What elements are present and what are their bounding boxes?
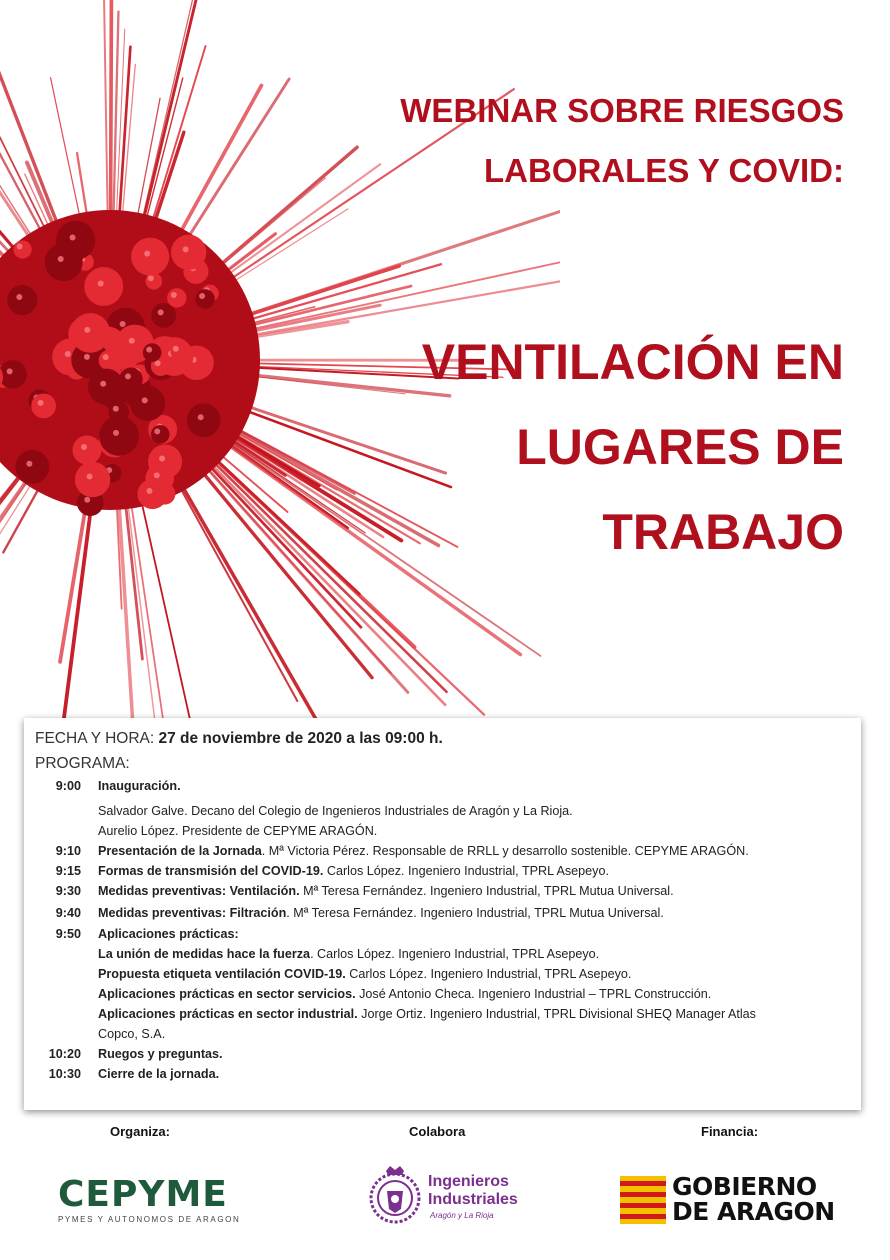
program-item-title: Inauguración. bbox=[98, 779, 181, 793]
virus-protein-bulb bbox=[130, 386, 165, 421]
program-item-title: Presentación de la Jornada bbox=[98, 844, 262, 858]
gobierno-line-2: DE ARAGON bbox=[672, 1197, 835, 1226]
virus-highlight bbox=[120, 321, 126, 327]
virus-highlight bbox=[113, 430, 119, 436]
program-time: 9:00 bbox=[55, 779, 81, 793]
program-item-title: La unión de medidas hace la fuerza bbox=[98, 947, 311, 961]
program-card bbox=[24, 718, 861, 1110]
program-item-title: Aplicaciones prácticas en sector industrial. bbox=[98, 1007, 358, 1021]
program-item-title: Cierre de la jornada. bbox=[98, 1067, 220, 1081]
virus-protein-bulb bbox=[72, 435, 101, 464]
virus-highlight bbox=[65, 351, 71, 357]
ingenieros-line-1: Ingenieros bbox=[428, 1173, 509, 1190]
virus-highlight bbox=[125, 373, 131, 379]
virus-protein-bulb bbox=[119, 368, 143, 392]
virus-protein-bulb bbox=[137, 479, 167, 509]
virus-protein-bulb bbox=[171, 235, 206, 270]
program-item-text: Jorge Ortiz. Ingeniero Industrial, TPRL Divisional SHEQ Manager Atlas bbox=[357, 1007, 756, 1021]
virus-highlight bbox=[154, 428, 160, 434]
date-label: FECHA Y HORA: bbox=[35, 730, 159, 747]
virus-highlight bbox=[171, 292, 177, 298]
virus-highlight bbox=[146, 347, 152, 353]
program-item-text: Carlos López. Ingeniero Industrial, TPRL Asepeyo. bbox=[323, 864, 609, 878]
virus-protein-bulb bbox=[167, 288, 186, 307]
virus-highlight bbox=[183, 246, 189, 252]
virus-highlight bbox=[142, 397, 148, 403]
virus-highlight bbox=[81, 444, 87, 450]
program-item-text: Salvador Galve. Decano del Colegio de Ingenieros Industriales de Aragón y La Rioja. bbox=[98, 804, 573, 818]
program-item-text: Copco, S.A. bbox=[98, 1027, 166, 1041]
virus-spike bbox=[169, 467, 298, 701]
colabora-label: Colabora bbox=[409, 1124, 466, 1139]
program-time: 9:15 bbox=[55, 864, 81, 878]
virus-spike bbox=[113, 12, 118, 233]
virus-spike bbox=[179, 79, 289, 252]
cepyme-tagline: PYMES Y AUTONOMOS DE ARAGON bbox=[58, 1215, 241, 1224]
virus-protein-bulb bbox=[187, 403, 221, 437]
virus-highlight bbox=[173, 346, 179, 352]
program-item-title: Medidas preventivas: Filtración bbox=[98, 906, 287, 920]
gobierno-line-1: GOBIERNO bbox=[672, 1172, 817, 1201]
program-item-text: . Mª Victoria Pérez. Responsable de RRLL y desarrollo sostenible. CEPYME ARAGÓN. bbox=[261, 844, 749, 858]
program-item-text: . Mª Teresa Fernández. Ingeniero Industrial, TPRL Mutua Universal. bbox=[286, 906, 664, 920]
program-item-title: Propuesta etiqueta ventilación COVID-19. bbox=[98, 967, 346, 981]
virus-protein-bulb bbox=[151, 425, 170, 444]
virus-highlight bbox=[84, 327, 90, 333]
program-time: 9:30 bbox=[55, 884, 81, 898]
virus-highlight bbox=[38, 400, 44, 406]
ingenieros-crest-icon bbox=[368, 1165, 422, 1227]
virus-protein-bulb bbox=[56, 221, 95, 260]
cepyme-wordmark: CEPYME bbox=[58, 1174, 228, 1215]
subtitle-line-3: TRABAJO bbox=[602, 504, 844, 560]
virus-highlight bbox=[7, 368, 13, 374]
date-line bbox=[35, 730, 443, 748]
virus-protein-bulb bbox=[99, 350, 119, 370]
program-item-title: Aplicaciones prácticas: bbox=[98, 927, 239, 941]
program-item-text: José Antonio Checa. Ingeniero Industrial – TPRL Construcción. bbox=[355, 987, 712, 1001]
virus-highlight bbox=[100, 381, 106, 387]
virus-protein-bulb bbox=[171, 344, 187, 360]
virus-highlight bbox=[159, 456, 165, 462]
virus-protein-bulb bbox=[151, 303, 176, 328]
program-time: 10:30 bbox=[48, 1067, 81, 1081]
virus-protein-bulb bbox=[31, 393, 56, 418]
program-time: 9:50 bbox=[55, 927, 81, 941]
virus-spike bbox=[139, 0, 198, 237]
virus-spike bbox=[205, 425, 540, 656]
virus-highlight bbox=[58, 256, 64, 262]
virus-protein-bulb bbox=[7, 285, 37, 315]
gobierno-aragon-logo bbox=[620, 1174, 840, 1226]
virus-highlight bbox=[144, 251, 150, 257]
title-line-1: WEBINAR SOBRE RIESGOS bbox=[400, 92, 844, 129]
virus-highlight bbox=[198, 414, 204, 420]
virus-highlight bbox=[154, 472, 160, 478]
program-item-text: . Carlos López. Ingeniero Industrial, TPRL Asepeyo. bbox=[310, 947, 600, 961]
virus-protein-bulb bbox=[75, 462, 110, 497]
program-time: 9:10 bbox=[55, 844, 81, 858]
virus-highlight bbox=[16, 294, 22, 300]
ingenieros-line-2: Industriales bbox=[428, 1191, 518, 1208]
title-line-2: LABORALES Y COVID: bbox=[484, 152, 844, 189]
virus-highlight bbox=[87, 474, 93, 480]
virus-highlight bbox=[70, 234, 76, 240]
cepyme-logo bbox=[58, 1176, 248, 1226]
virus-protein-bulb bbox=[88, 369, 124, 405]
virus-highlight bbox=[26, 461, 32, 467]
virus-highlight bbox=[199, 293, 205, 299]
aragon-flag-icon bbox=[620, 1176, 666, 1224]
virus-highlight bbox=[84, 354, 90, 360]
subtitle-line-2: LUGARES DE bbox=[516, 419, 844, 475]
organiza-label: Organiza: bbox=[110, 1124, 170, 1139]
program-item-text: Aurelio López. Presidente de CEPYME ARAGÓN. bbox=[98, 824, 378, 838]
virus-protein-bulb bbox=[99, 416, 139, 456]
virus-protein-bulb bbox=[84, 267, 123, 306]
subtitle-line-1: VENTILACIÓN EN bbox=[421, 334, 844, 390]
virus-protein-bulb bbox=[14, 240, 32, 258]
program-label: PROGRAMA: bbox=[35, 755, 130, 772]
ingenieros-line-3: Aragón y La Rioja bbox=[430, 1211, 494, 1220]
ingenieros-logo bbox=[368, 1165, 548, 1227]
program-time: 9:40 bbox=[55, 906, 81, 920]
program-item-title: Formas de transmisión del COVID-19. bbox=[98, 864, 324, 878]
program-item-text: Carlos López. Ingeniero Industrial, TPRL Asepeyo. bbox=[345, 967, 632, 981]
virus-highlight bbox=[146, 488, 152, 494]
program-item-text: Mª Teresa Fernández. Ingeniero Industrial, TPRL Mutua Universal. bbox=[299, 884, 674, 898]
virus-protein-bulb bbox=[143, 343, 162, 362]
virus-highlight bbox=[98, 280, 104, 286]
date-value: 27 de noviembre de 2020 a las 09:00 h. bbox=[158, 730, 443, 747]
virus-spike bbox=[110, 0, 111, 239]
program-item-title: Medidas preventivas: Ventilación. bbox=[98, 884, 300, 898]
virus-highlight bbox=[129, 338, 135, 344]
virus-spike bbox=[207, 147, 357, 276]
virus-protein-bulb bbox=[195, 289, 214, 308]
financia-label: Financia: bbox=[701, 1124, 759, 1139]
virus-highlight bbox=[103, 354, 109, 360]
virus-protein-bulb bbox=[131, 238, 169, 276]
program-item-title: Aplicaciones prácticas en sector servicios. bbox=[98, 987, 356, 1001]
virus-protein-bulb bbox=[15, 450, 49, 484]
virus-highlight bbox=[17, 244, 23, 250]
program-item-title: Ruegos y preguntas. bbox=[98, 1047, 223, 1061]
virus-highlight bbox=[158, 309, 164, 315]
virus-protein-bulb bbox=[70, 313, 110, 353]
virus-highlight bbox=[148, 275, 154, 281]
virus-highlight bbox=[113, 406, 119, 412]
program-time: 10:20 bbox=[48, 1047, 81, 1061]
virus-highlight bbox=[84, 497, 90, 503]
virus-spike bbox=[104, 0, 108, 244]
